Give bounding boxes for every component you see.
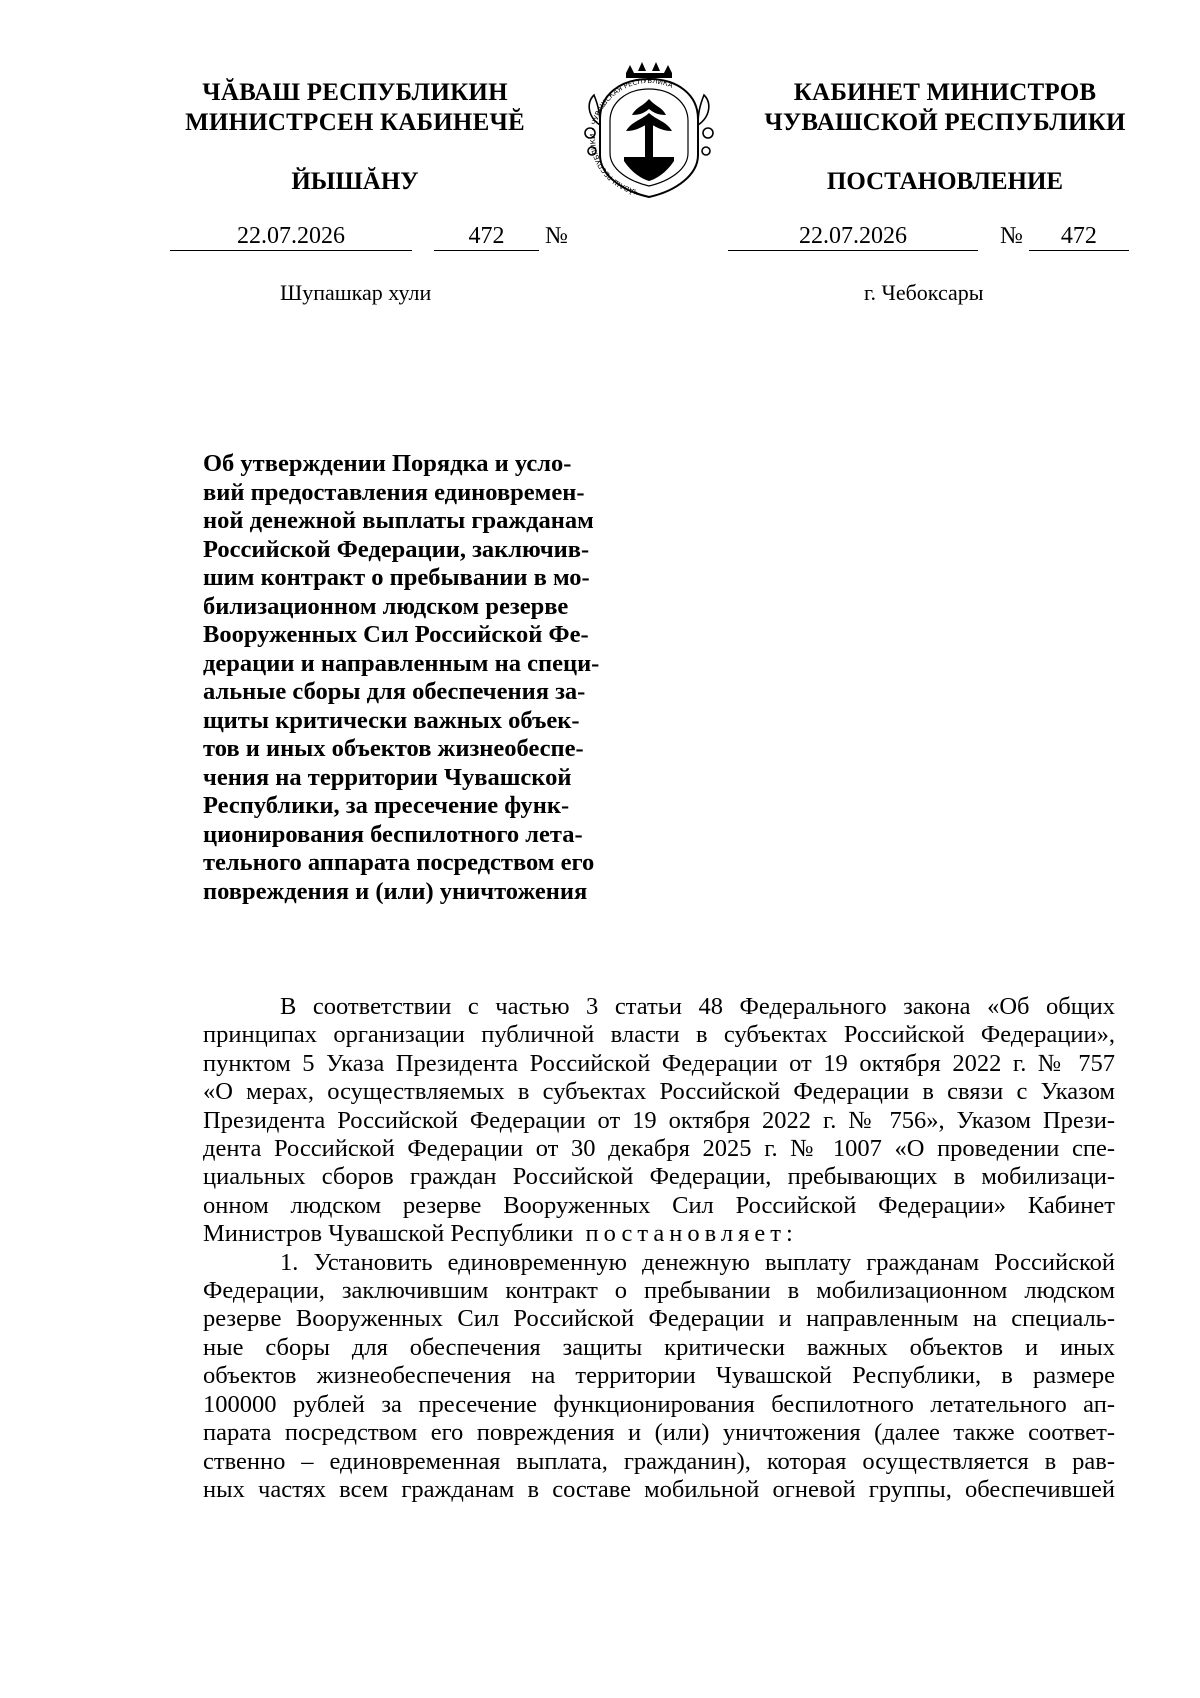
body-line: «О мерах, осуществляемых в субъектах Российской Федерации в связи с Указом bbox=[203, 1078, 1115, 1106]
body-line: онном людском резерве Вооруженных Сил Российской Федерации» Кабинет bbox=[203, 1191, 1115, 1219]
header-right-doc-type: ПОСТАНОВЛЕНИЕ bbox=[826, 168, 1064, 195]
body-line: ные сборы для обеспечения защиты критически важных объектов и иных bbox=[203, 1333, 1115, 1361]
title-line: ционирования беспилотного лета- bbox=[203, 820, 583, 848]
resolution-verb: постановляет: bbox=[585, 1220, 798, 1248]
header-right-date: 22.07.2026 bbox=[728, 222, 978, 251]
header-left-number-sign: № bbox=[545, 223, 568, 249]
header-left bbox=[150, 78, 560, 196]
header-left-doc-type: ЙЫШĂНУ bbox=[291, 168, 419, 195]
body-line-last bbox=[203, 1220, 1115, 1248]
body-line: объектов жизнеобеспечения на территории Чувашской Республики, в размере bbox=[203, 1362, 1115, 1390]
title-line: Российской Федерации, заключив- bbox=[203, 535, 590, 563]
body-line: 100000 рублей за пресечение функционирования беспилотного летательного ап- bbox=[203, 1390, 1115, 1418]
title-line: билизационном людском резерве bbox=[203, 592, 569, 620]
title-line: шим контракт о пребывании в мо- bbox=[203, 564, 590, 591]
header-right-city: г. Чебоксары bbox=[864, 280, 984, 305]
body-line: резерве Вооруженных Сил Российской Федерации и направленным на специаль- bbox=[203, 1305, 1115, 1333]
header-right-date-row bbox=[728, 222, 1129, 251]
body-line: Президента Российской Федерации от 19 октября 2022 г. № 756», Указом Прези- bbox=[203, 1106, 1115, 1134]
paragraph-preamble bbox=[203, 993, 1115, 1249]
header-left-line2: МИНИСТРСЕН КАБИНЕЧĔ bbox=[185, 109, 525, 136]
body-line-text: Министров Чувашской Республики bbox=[203, 1220, 574, 1248]
header-right-number: 472 bbox=[1029, 222, 1129, 251]
header-left-city: Шупашкар хули bbox=[280, 280, 432, 305]
body-line: парата посредством его повреждения и (или) уничтожения (далее также соответ- bbox=[203, 1419, 1115, 1447]
header-right-number-sign: № bbox=[1000, 223, 1023, 249]
tree-of-life-icon bbox=[624, 99, 674, 181]
body-line: Федерации, заключившим контракт о пребывании в мобилизационном людском bbox=[203, 1277, 1115, 1305]
body-line: В соответствии с частью 3 статьи 48 Федерального закона «Об общих bbox=[280, 993, 1115, 1020]
header-left-date: 22.07.2026 bbox=[170, 222, 412, 251]
title-line: тельного аппарата посредством его bbox=[203, 849, 595, 876]
body-line: пунктом 5 Указа Президента Российской Федерации от 19 октября 2022 г. № 757 bbox=[203, 1049, 1115, 1077]
title-line: вий предоставления единовремен- bbox=[203, 478, 585, 506]
body-line: принципах организации публичной власти в субъектах Российской Федерации», bbox=[203, 1021, 1115, 1049]
title-line: Об утверждении Порядка и усло- bbox=[203, 450, 572, 477]
title-line: тов и иных объектов жизнеобеспе- bbox=[203, 735, 584, 762]
header-right-line2: ЧУВАШСКОЙ РЕСПУБЛИКИ bbox=[764, 109, 1126, 136]
header-right bbox=[735, 78, 1155, 196]
title-line: Республики, за пресечение функ- bbox=[203, 792, 570, 819]
crown-icon bbox=[626, 62, 672, 78]
title-line: щиты критически важных объек- bbox=[203, 706, 580, 734]
body-line: ственно – единовременная выплата, гражданин), которая осуществляется в рав- bbox=[203, 1447, 1115, 1475]
title-line: ной денежной выплаты гражданам bbox=[203, 507, 594, 534]
title-line: дерации и направленным на специ- bbox=[203, 649, 600, 677]
emblem-ring-text: ЧĂВАШ РЕСПУБЛИКИ • ЧУВАШСКАЯ РЕСПУБЛИКА bbox=[589, 76, 675, 196]
header-left-date-row bbox=[170, 222, 568, 251]
header-right-line1: КАБИНЕТ МИНИСТРОВ bbox=[793, 79, 1097, 106]
coat-of-arms-emblem bbox=[578, 55, 720, 203]
body-line: 1. Установить единовременную денежную выплату гражданам Российской bbox=[280, 1248, 1115, 1276]
title-line: чения на территории Чувашской bbox=[203, 763, 572, 791]
body-line: ных частях всем гражданам в составе мобильной огневой группы, обеспечившей bbox=[203, 1475, 1115, 1503]
document-body bbox=[203, 993, 1115, 1504]
body-line: циальных сборов граждан Российской Федерации, пребывающих в мобилизаци- bbox=[203, 1163, 1115, 1191]
title-line: Вооруженных Сил Российской Фе- bbox=[203, 621, 589, 648]
document-title bbox=[203, 450, 633, 906]
body-line: дента Российской Федерации от 30 декабря 2025 г. № 1007 «О проведении спе- bbox=[203, 1135, 1115, 1163]
paragraph-item-1 bbox=[203, 1249, 1115, 1505]
header-left-line1: ЧĂВАШ РЕСПУБЛИКИН bbox=[202, 79, 508, 106]
title-line: альные сборы для обеспечения за- bbox=[203, 678, 586, 705]
header-left-number: 472 bbox=[434, 222, 539, 251]
title-line: повреждения и (или) уничтожения bbox=[203, 877, 588, 905]
